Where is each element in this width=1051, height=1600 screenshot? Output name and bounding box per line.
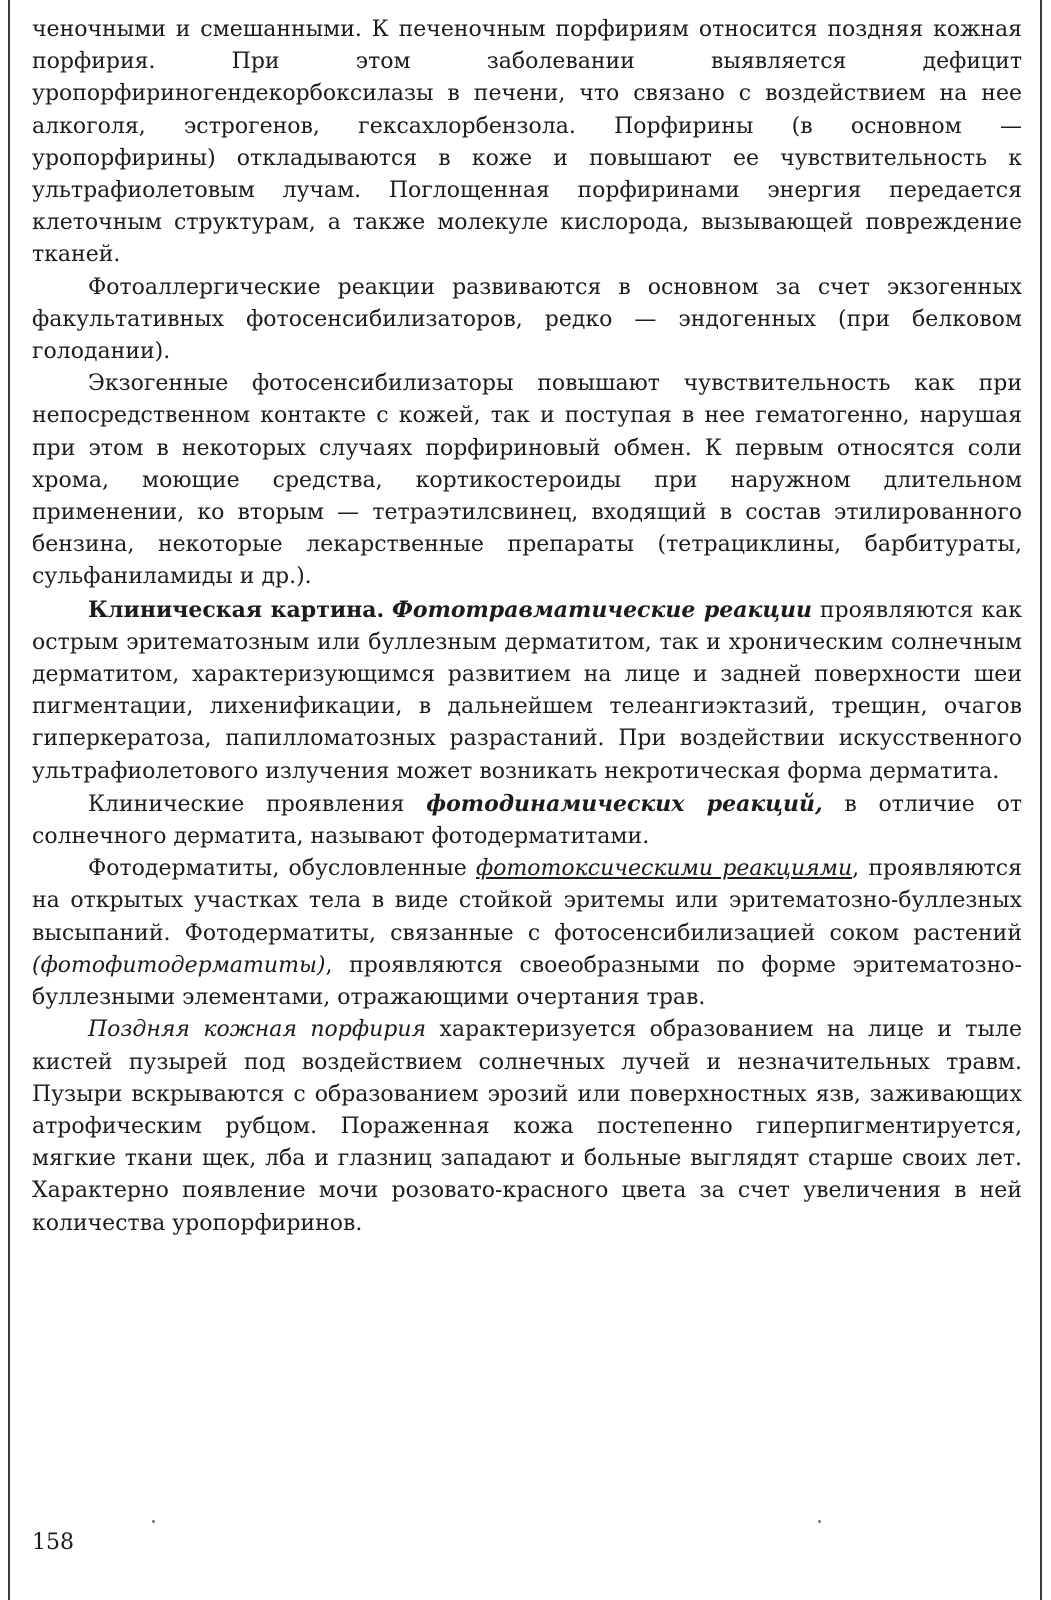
paragraph-clinical-picture xyxy=(32,594,1022,788)
paragraph-text: , проявляются своеобразными по форме эритематозно-буллезными элементами, отражающими очертания трав. xyxy=(32,952,1022,1011)
paragraph-text: , проявляются на открытых участках тела в виде стойкой эритемы или эритематозно-буллезных высыпаний. Фотодерматиты, связанные с фотосенсибилизацией соком растений xyxy=(32,856,1022,946)
paragraph-text: проявляются как острым эритематозным или буллезным дерматитом, так и хроническим солнечным дерматитом, характеризующимся развитием на лице и задней поверхности шеи пигментации, лихенификации, в дальнейшем телеангиэктазий, трещин, очагов гиперкератоза, папилломатозных разрастаний. При воздействии искусственного ультрафиолетового излучения может возникать некротическая форма дерматита. xyxy=(32,597,1022,784)
term-phototoxic: фототоксическими реакциями xyxy=(475,856,853,882)
page-body xyxy=(32,14,1022,1240)
paragraph-text: Клинические проявления xyxy=(88,791,427,817)
page-edge-left xyxy=(8,0,10,1600)
term-phototraumatic: Фототравматические реакции xyxy=(392,596,813,623)
page-number: 158 xyxy=(32,1530,74,1555)
paragraph-text: в отличие от солнечного дерматита, называют фотодерматитами. xyxy=(32,791,1022,850)
term-photodynamic: фотодинамических реакций, xyxy=(426,790,823,817)
paragraph-late-porphyria xyxy=(32,1014,1022,1239)
paragraph-exogenous-sensitizers: Экзогенные фотосенсибилизаторы повышают чувствительность как при непосредственном контакте с кожей, так и поступая в нее гематогенно, нарушая при этом в некоторых случаях порфириновый обмен. К первым относятся соли хрома, моющие средства, кортикостероиды при наружном длительном применении, ко вторым — тетраэтилсвинец, входящий в состав этилированного бензина, некоторые лекарственные препараты (тетрациклины, барбитураты, сульфаниламиды и др.). xyxy=(32,371,1022,590)
paragraph-text: Фотодерматиты, обусловленные xyxy=(88,856,476,882)
paragraph-photodermatitis xyxy=(32,853,1022,1014)
paragraph-porphyria-continued: ченочными и смешанными. К печеночным порфириям относится поздняя кожная порфирия. При этом заболевании выявляется дефицит уропорфириногендекорбоксилазы в печени, что связано с воздействием на нее алкоголя, эстрогенов, гексахлорбензола. Порфирины (в основном — уропорфирины) откладываются в коже и повышают ее чувствительность к ультрафиолетовым лучам. Поглощенная порфиринами энергия передается клеточным структурам, а также молекуле кислорода, вызывающей повреждение тканей. xyxy=(32,17,1022,268)
scan-speck xyxy=(818,1520,821,1523)
section-heading-clinical-picture: Клиническая картина. xyxy=(88,596,385,623)
paragraph-photoallergic: Фотоаллергические реакции развиваются в основном за счет экзогенных факультативных фотосенсибилизаторов, редко — эндогенных (при белковом голодании). xyxy=(32,274,1022,365)
paragraph-text: характеризуется образованием на лице и тыле кистей пузырей под воздействием солнечных лучей и незначительных травм. Пузыри вскрываются с образованием эрозий или поверхностных язв, заживающих атрофическим рубцом. Пораженная кожа постепенно гиперпигментируется, мягкие ткани щек, лба и глазниц западают и больные выглядят старше своих лет. Характерно появление мочи розовато-красного цвета за счет увеличения в ней количества уропорфиринов. xyxy=(32,1017,1022,1236)
term-photophytodermatitis: (фотофитодерматиты) xyxy=(32,952,326,978)
paragraph-photodynamic xyxy=(32,788,1022,853)
page-edge-right xyxy=(1040,0,1042,1600)
scan-speck xyxy=(152,1520,155,1523)
term-late-cutaneous-porphyria: Поздняя кожная порфирия xyxy=(88,1017,427,1043)
